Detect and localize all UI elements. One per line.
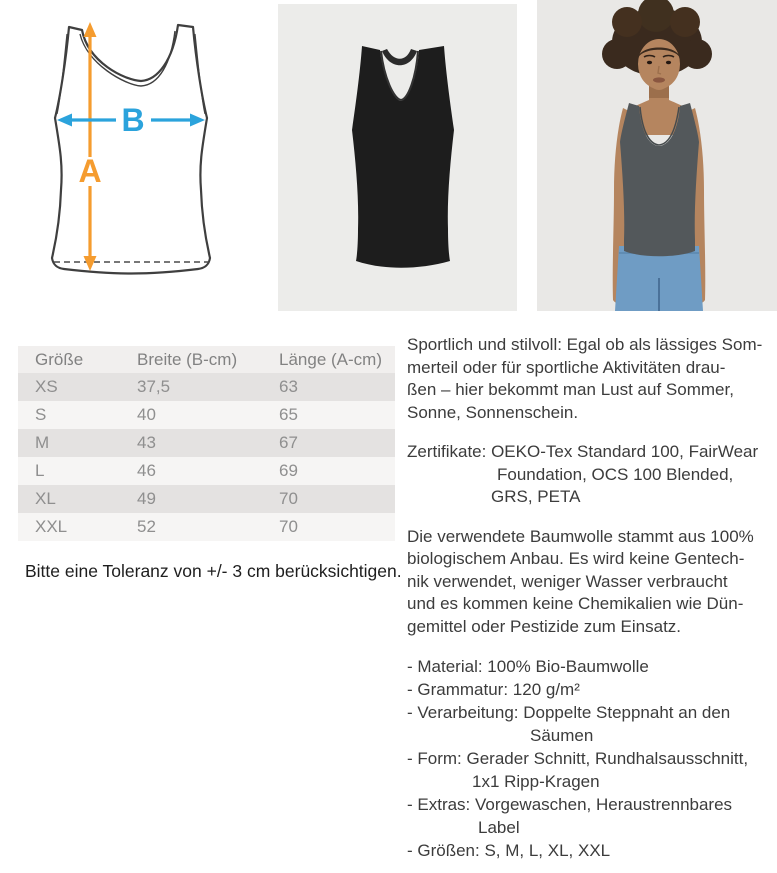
model-left-eye bbox=[647, 61, 652, 64]
size-table bbox=[18, 346, 395, 541]
spec-line: - Verarbeitung: Doppelte Steppnaht an den bbox=[407, 703, 731, 722]
intro-paragraph bbox=[407, 334, 773, 424]
table-row bbox=[18, 457, 395, 485]
model-hair-left bbox=[602, 39, 632, 69]
tank-top-measurement-diagram bbox=[20, 0, 250, 311]
model-hair-upper-right bbox=[670, 7, 700, 37]
spec-line: - Material: 100% Bio-Baumwolle bbox=[407, 657, 649, 676]
product-photo-flat bbox=[278, 4, 517, 311]
size-table-header-length: Länge (A-cm) bbox=[279, 350, 382, 369]
certificates-paragraph bbox=[407, 441, 773, 509]
size-cell: S bbox=[35, 405, 47, 424]
width-label: B bbox=[121, 102, 145, 138]
spec-line: - Form: Gerader Schnitt, Rundhalsausschnitt, bbox=[407, 749, 749, 768]
spec-line: 1x1 Ripp-Kragen bbox=[472, 772, 600, 791]
model-wearing-tank-top-image bbox=[537, 0, 777, 311]
text-line: Foundation, OCS 100 Blended, bbox=[497, 464, 734, 484]
size-cell: L bbox=[35, 461, 45, 480]
table-row bbox=[18, 401, 395, 429]
text-line: Sportlich und stilvoll: Egal ob als lässiges Som- bbox=[407, 335, 763, 354]
text-line: gemittel oder Pestizide zum Einsatz. bbox=[407, 616, 682, 636]
text-line: Zertifikate: OEKO-Tex Standard 100, FairWear bbox=[407, 442, 759, 461]
size-table-header-row bbox=[18, 346, 395, 373]
size-cell: XXL bbox=[35, 517, 68, 536]
length-cell: 69 bbox=[279, 461, 298, 480]
text-line: merteil oder für sportliche Aktivitäten drau- bbox=[407, 357, 726, 377]
model-right-eye bbox=[666, 61, 671, 64]
size-cell: M bbox=[35, 433, 50, 452]
width-cell: 37,5 bbox=[137, 377, 171, 396]
black-tank-top-image bbox=[278, 4, 517, 311]
width-cell: 52 bbox=[137, 517, 156, 536]
product-description bbox=[407, 334, 773, 873]
spec-list bbox=[407, 655, 773, 862]
width-cell: 46 bbox=[137, 461, 156, 480]
table-row bbox=[18, 513, 395, 541]
size-diagram-image bbox=[20, 0, 250, 311]
spec-line: Säumen bbox=[530, 726, 594, 745]
table-row bbox=[18, 485, 395, 513]
width-cell: 49 bbox=[137, 489, 156, 508]
product-photo-model bbox=[537, 0, 777, 311]
table-row bbox=[18, 429, 395, 457]
size-table-header-width: Breite (B-cm) bbox=[137, 350, 238, 369]
length-cell: 70 bbox=[279, 489, 298, 508]
table-row bbox=[18, 373, 395, 401]
size-cell: XS bbox=[35, 377, 58, 396]
spec-line: Label bbox=[478, 818, 520, 837]
tank-outline bbox=[52, 25, 210, 274]
text-line: Die verwendete Baumwolle stammt aus 100% bbox=[407, 526, 754, 546]
cotton-paragraph bbox=[407, 526, 773, 639]
spec-line: - Größen: S, M, L, XL, XXL bbox=[407, 841, 611, 860]
spec-line: - Extras: Vorgewaschen, Heraustrennbares bbox=[407, 795, 733, 814]
model-hair-right bbox=[682, 39, 712, 69]
length-cell: 70 bbox=[279, 517, 298, 536]
length-cell: 65 bbox=[279, 405, 298, 424]
text-line: Sonne, Sonnenschein. bbox=[407, 402, 579, 422]
text-line: nik verwendet, weniger Wasser verbraucht bbox=[407, 571, 728, 591]
width-cell: 40 bbox=[137, 405, 156, 424]
length-label: A bbox=[78, 153, 102, 189]
spec-line: - Grammatur: 120 g/m² bbox=[407, 680, 580, 699]
width-cell: 43 bbox=[137, 433, 156, 452]
tolerance-note: Bitte eine Toleranz von +/- 3 cm berücksichtigen. bbox=[25, 561, 402, 581]
text-line: und es kommen keine Chemikalien wie Dün- bbox=[407, 594, 744, 613]
text-line: ßen – hier bekommt man Lust auf Sommer, bbox=[407, 380, 734, 399]
model-lips bbox=[653, 77, 665, 82]
text-line: biologischem Anbau. Es wird keine Gentech- bbox=[407, 549, 745, 568]
length-cell: 67 bbox=[279, 433, 298, 452]
size-table-header-size: Größe bbox=[35, 350, 84, 369]
text-line: GRS, PETA bbox=[491, 487, 581, 506]
length-cell: 63 bbox=[279, 377, 298, 396]
size-cell: XL bbox=[35, 489, 56, 508]
model-hair-upper-left bbox=[612, 7, 642, 37]
